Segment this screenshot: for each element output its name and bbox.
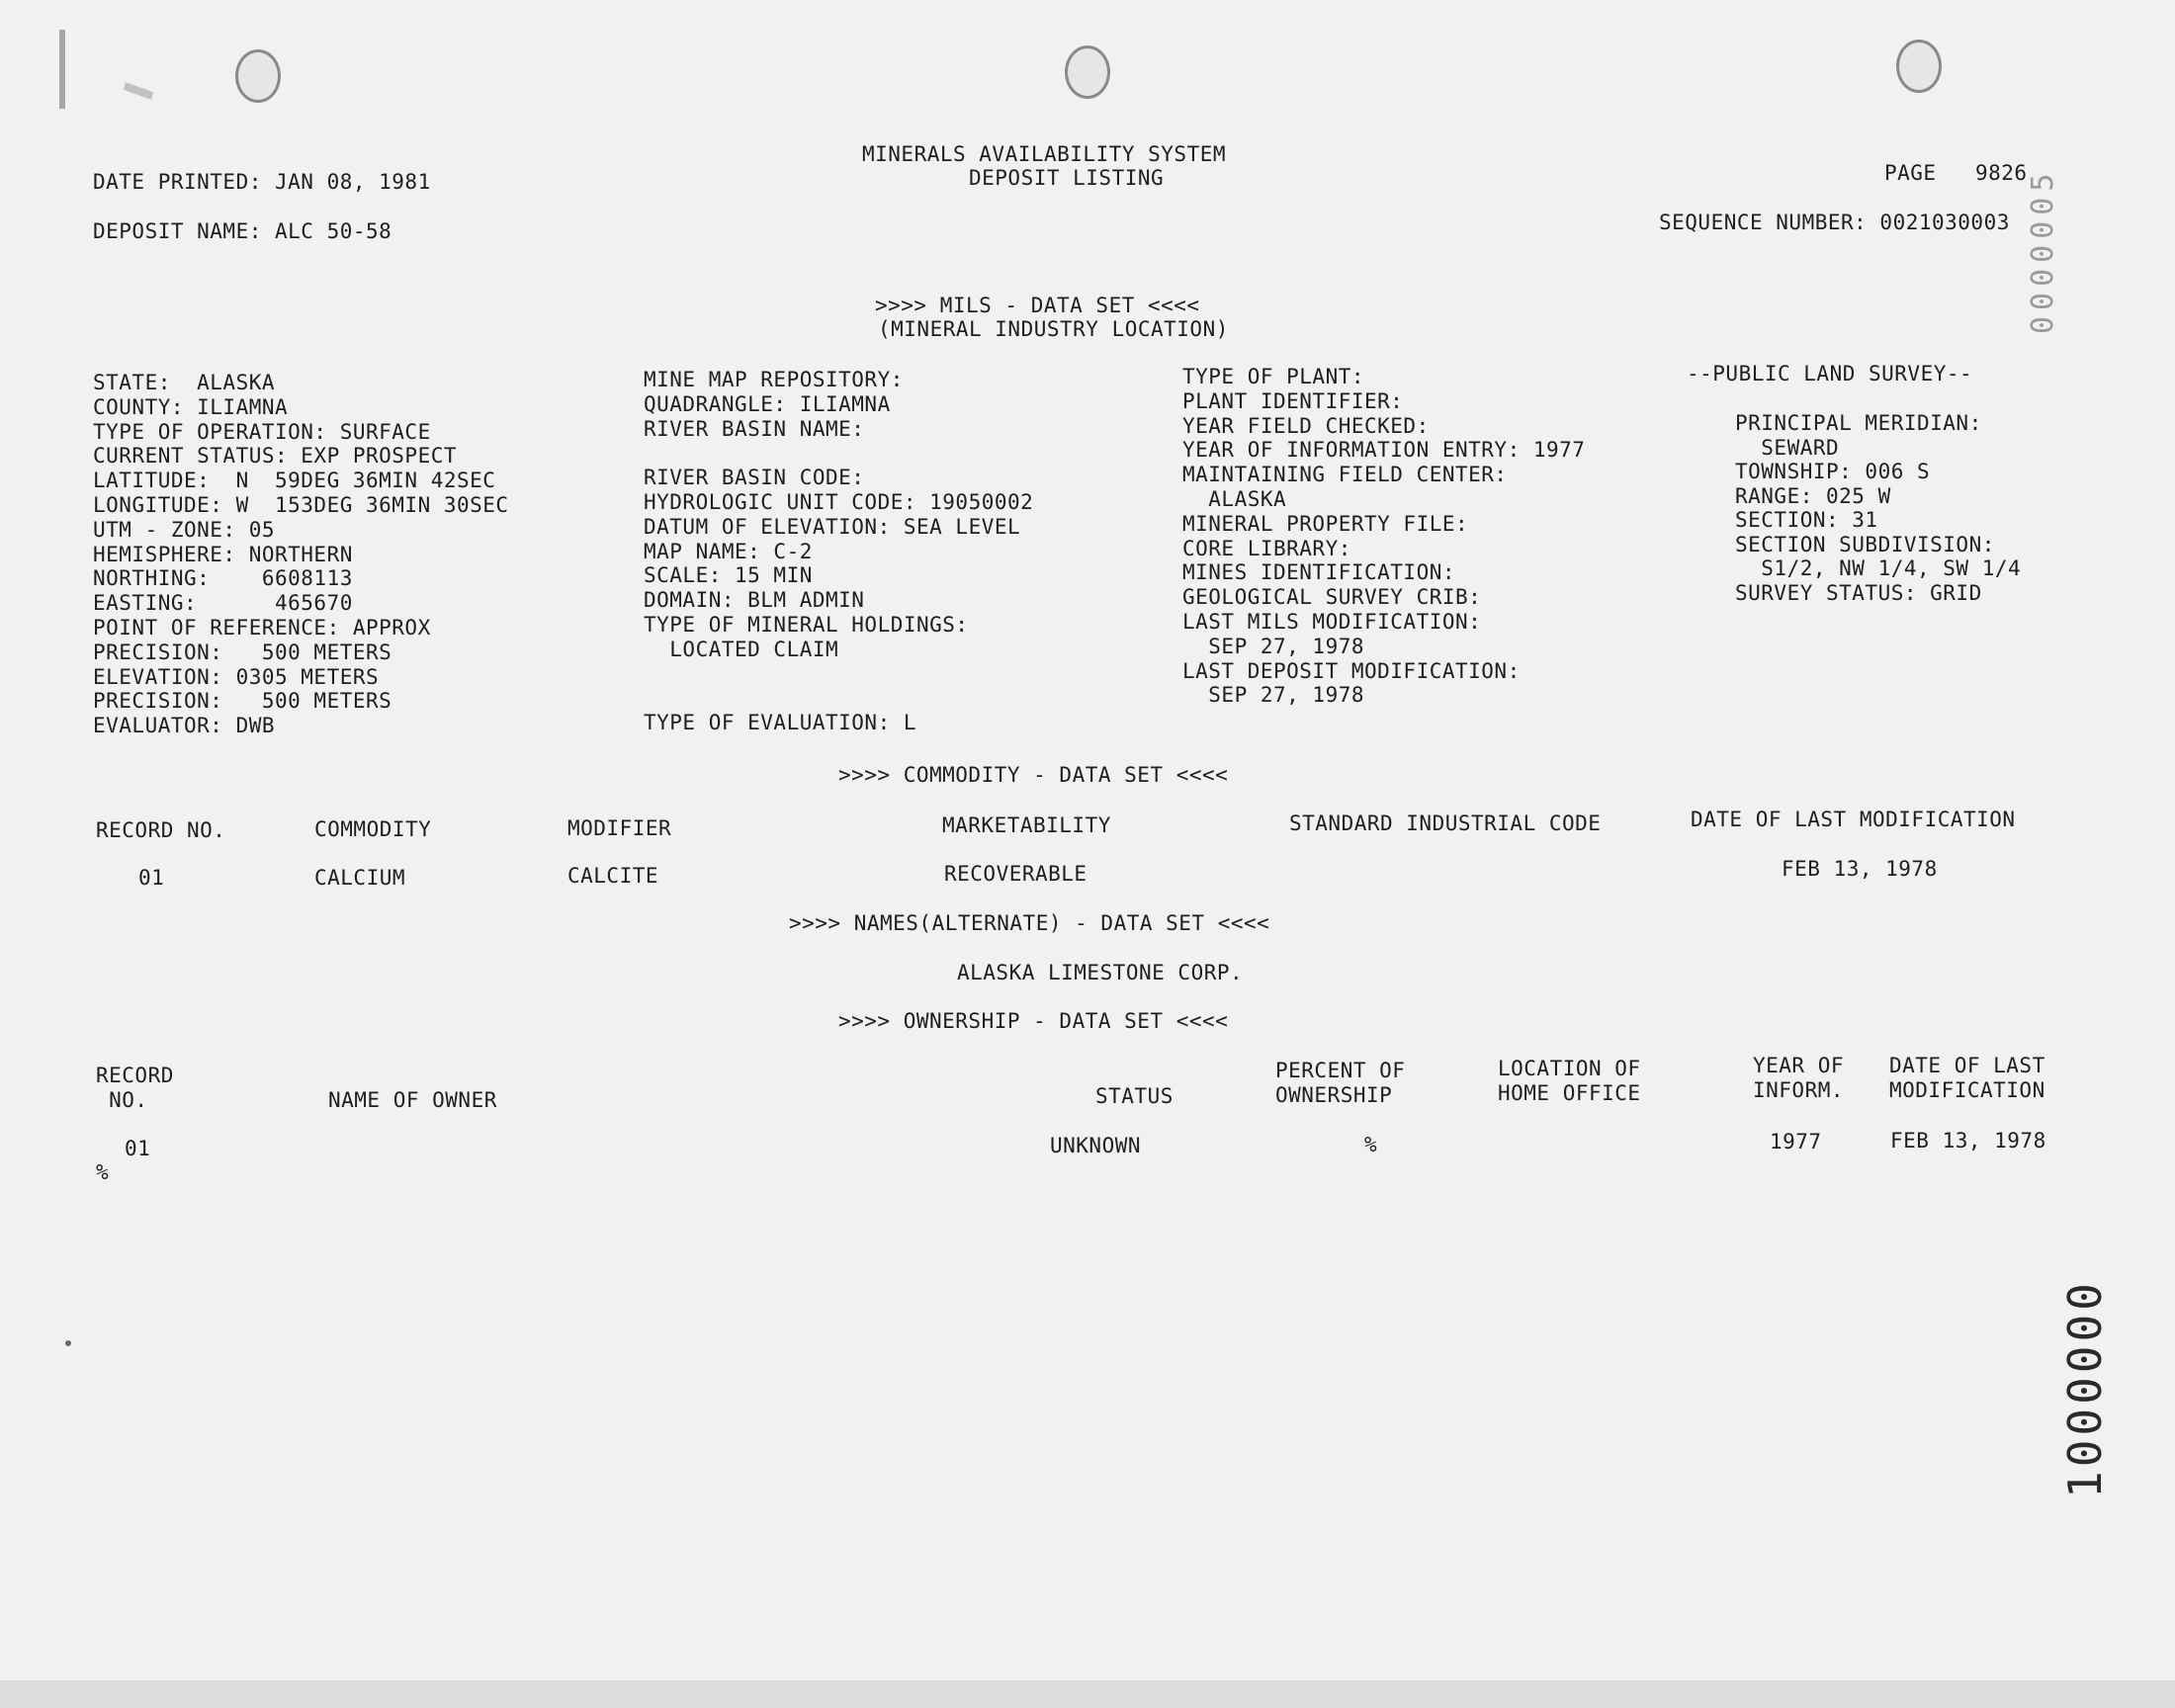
mils-plant-line: YEAR OF INFORMATION ENTRY: 1977 [1182, 438, 1586, 463]
mils-subheading: (MINERAL INDUSTRY LOCATION) [878, 317, 1229, 341]
mils-location-line: POINT OF REFERENCE: APPROX [93, 616, 431, 640]
mils-location-line: EVALUATOR: DWB [93, 714, 276, 738]
mils-location-line: CURRENT STATUS: EXP PROSPECT [93, 444, 458, 469]
commodity-header-marketability: MARKETABILITY [942, 813, 1111, 837]
film-frame-number: 1000000 [2058, 1279, 2112, 1498]
mils-plant-line: MINES IDENTIFICATION: [1182, 560, 1456, 585]
deposit-name: DEPOSIT NAME: ALC 50-58 [93, 219, 392, 243]
mils-plant-line: ALASKA [1182, 487, 1287, 511]
mils-mapping-line: MAP NAME: C-2 [644, 539, 813, 563]
mils-plant-line: LAST DEPOSIT MODIFICATION: [1182, 658, 1521, 683]
mils-location-line: PRECISION: 500 METERS [93, 689, 392, 714]
ownership-heading: >>>> OWNERSHIP - DATA SET <<<< [838, 1009, 1229, 1033]
mils-plant-line: GEOLOGICAL SURVEY CRIB: [1182, 585, 1482, 610]
commodity-header-commodity: COMMODITY [314, 817, 432, 841]
mils-location-line: EASTING: 465670 [93, 591, 353, 616]
mils-location-line: UTM - ZONE: 05 [93, 517, 276, 542]
mils-land-survey-line: SEWARD [1735, 435, 1840, 460]
mils-land-survey-line: RANGE: 025 W [1735, 483, 1891, 508]
mils-location-line: PRECISION: 500 METERS [93, 640, 392, 664]
mils-plant-line: TYPE OF PLANT: [1182, 365, 1365, 388]
commodity-header-record: RECORD NO. [96, 818, 226, 842]
punch-hole-right [1896, 40, 1942, 93]
mils-mapping-line: TYPE OF EVALUATION: L [644, 711, 917, 735]
punch-hole-center [1065, 45, 1110, 99]
sequence-number: SEQUENCE NUMBER: 0021030003 [1659, 211, 2010, 234]
mils-location-line: HEMISPHERE: NORTHERN [93, 542, 353, 566]
mils-mapping-line: TYPE OF MINERAL HOLDINGS: [644, 613, 969, 637]
mils-location-line: LONGITUDE: W 153DEG 36MIN 30SEC [93, 493, 509, 517]
ink-smudge [59, 30, 65, 109]
commodity-modifier: CALCITE [567, 864, 659, 888]
mils-mapping-line: QUADRANGLE: ILIAMNA [644, 391, 891, 416]
mils-location-line: COUNTY: ILIAMNA [93, 394, 289, 419]
mils-plant-line: YEAR FIELD CHECKED: [1182, 413, 1430, 438]
mils-mapping-line: SCALE: 15 MIN [644, 563, 813, 588]
ownership-header-status: STATUS [1095, 1084, 1174, 1108]
mils-heading: >>>> MILS - DATA SET <<<< [875, 294, 1200, 317]
punch-hole-left [235, 49, 281, 103]
mils-plant-line: MAINTAINING FIELD CENTER: [1182, 463, 1508, 487]
listing-title: DEPOSIT LISTING [969, 166, 1165, 190]
mils-location-line: NORTHING: 6608113 [93, 566, 353, 591]
ownership-header-name: NAME OF OWNER [328, 1088, 497, 1112]
mils-mapping-line: LOCATED CLAIM [644, 637, 839, 661]
ownership-last-modification: FEB 13, 1978 [1890, 1129, 2046, 1153]
ownership-header-record: RECORD NO. [96, 1064, 174, 1112]
commodity-record-no: 01 [138, 866, 165, 890]
ownership-status: UNKNOWN [1050, 1134, 1142, 1157]
ownership-record-no: 01 [125, 1137, 151, 1160]
system-title: MINERALS AVAILABILITY SYSTEM [862, 142, 1227, 166]
mils-plant-line: CORE LIBRARY: [1182, 536, 1351, 560]
ownership-header-date: DATE OF LAST MODIFICATION [1889, 1054, 2045, 1102]
ownership-header-location: LOCATION OF HOME OFFICE [1498, 1057, 1641, 1105]
ownership-percent: % [1364, 1133, 1378, 1156]
mils-plant-line: SEP 27, 1978 [1182, 683, 1365, 708]
ink-smudge [124, 82, 154, 100]
commodity-header-date: DATE OF LAST MODIFICATION [1691, 808, 2016, 831]
commodity-heading: >>>> COMMODITY - DATA SET <<<< [838, 763, 1229, 787]
names-heading: >>>> NAMES(ALTERNATE) - DATA SET <<<< [789, 911, 1270, 935]
mils-location-line: ELEVATION: 0305 METERS [93, 664, 380, 689]
mils-land-survey-line: PRINCIPAL MERIDIAN: [1735, 411, 1982, 435]
mils-plant-line: SEP 27, 1978 [1182, 634, 1365, 658]
mils-location-line: STATE: ALASKA [93, 371, 276, 394]
date-printed: DATE PRINTED: JAN 08, 1981 [93, 170, 431, 194]
mils-land-survey-line: TOWNSHIP: 006 S [1735, 460, 1931, 483]
mils-plant-line: MINERAL PROPERTY FILE: [1182, 511, 1469, 536]
dot-mark [65, 1340, 71, 1346]
mils-mapping-line: DATUM OF ELEVATION: SEA LEVEL [644, 514, 1021, 539]
commodity-last-modification: FEB 13, 1978 [1782, 857, 1938, 881]
mils-land-survey-line: SECTION SUBDIVISION: [1735, 532, 1995, 556]
mils-land-survey-line: S1/2, NW 1/4, SW 1/4 [1735, 556, 2022, 580]
commodity-header-modifier: MODIFIER [567, 816, 672, 840]
mils-location-line: TYPE OF OPERATION: SURFACE [93, 419, 431, 444]
faint-margin-number: 0000005 [2026, 167, 2060, 334]
alternate-name: ALASKA LIMESTONE CORP. [957, 961, 1244, 984]
mils-plant-line: PLANT IDENTIFIER: [1182, 388, 1404, 413]
ownership-header-percent: PERCENT OF OWNERSHIP [1275, 1059, 1406, 1107]
mils-location-line: LATITUDE: N 59DEG 36MIN 42SEC [93, 469, 496, 493]
ownership-year: 1977 [1770, 1130, 1822, 1153]
commodity-marketability: RECOVERABLE [944, 862, 1088, 886]
mils-land-survey-line: SECTION: 31 [1735, 508, 1878, 532]
end-marker: % [96, 1160, 110, 1184]
mils-land-survey-line: SURVEY STATUS: GRID [1735, 580, 1982, 605]
commodity-header-sic: STANDARD INDUSTRIAL CODE [1289, 811, 1602, 835]
page-number: PAGE 9826 [1884, 161, 2028, 185]
mils-mapping-line: RIVER BASIN NAME: [644, 416, 865, 441]
mils-mapping-line: RIVER BASIN CODE: [644, 466, 865, 490]
mils-mapping-line: DOMAIN: BLM ADMIN [644, 588, 865, 613]
public-land-survey-title: --PUBLIC LAND SURVEY-- [1687, 362, 1973, 385]
mils-plant-line: LAST MILS MODIFICATION: [1182, 610, 1482, 634]
commodity-name: CALCIUM [314, 866, 406, 890]
mils-mapping-line: MINE MAP REPOSITORY: [644, 368, 904, 391]
ownership-header-year: YEAR OF INFORM. [1753, 1054, 1845, 1102]
mils-mapping-line: HYDROLOGIC UNIT CODE: 19050002 [644, 490, 1034, 514]
